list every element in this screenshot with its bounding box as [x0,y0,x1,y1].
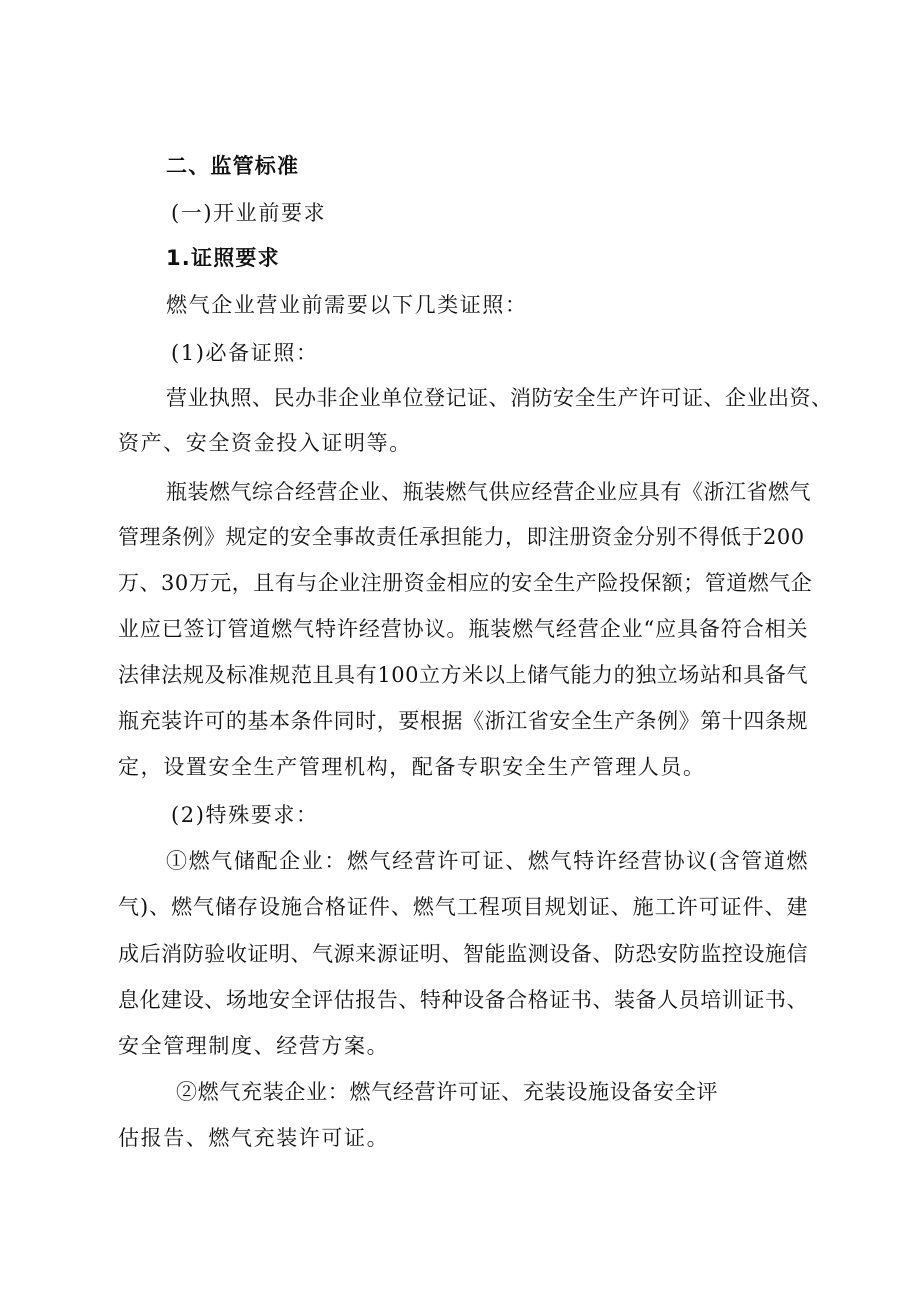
bottled-line-2: 管理条例》规定的安全事故责任承担能力，即注册资金分别不得低于200 [118,525,805,549]
bottled-line-5: 法律法规及标准规范且具有100立方米以上储气能力的独立场站和具备气 [118,663,808,687]
section-title: 二、监管标准 [166,154,300,178]
subsection-title: (一)开业前要求 [171,201,327,225]
license-line-2: 资产、安全资金投入证明等。 [118,431,412,455]
license-line-1: 营业执照、民办非企业单位登记证、消防安全生产许可证、企业出资、 [166,386,833,410]
bottled-line-3: 万、30万元，且有与企业注册资金相应的安全生产险投保额；管道燃气企 [118,571,813,595]
item-title-license: 1.证照要求 [166,246,280,270]
intro-paragraph: 燃气企业营业前需要以下几类证照： [166,293,528,317]
storage-line-4: 息化建设、场地安全评估报告、特种设备合格证书、装备人员培训证书、 [118,988,808,1012]
bottled-line-1: 瓶装燃气综合经营企业、瓶装燃气供应经营企业应具有《浙江省燃气 [166,480,811,504]
storage-line-2: 气)、燃气储存设施合格证件、燃气工程项目规划证、施工许可证件、建 [118,895,808,919]
filling-line-2: 估报告、燃气充装许可证。 [118,1126,390,1150]
storage-line-5: 安全管理制度、经营方案。 [118,1034,390,1058]
storage-line-3: 成后消防验收证明、气源来源证明、智能监测设备、防恐安防监控设施信 [118,942,808,966]
filling-line-1: ②燃气充装企业：燃气经营许可证、充装设施设备安全评 [176,1080,718,1104]
bottled-line-6: 瓶充装许可的基本条件同时，要根据《浙江省安全生产条例》第十四条规 [118,709,808,733]
bottled-line-4: 业应已签订管道燃气特许经营协议。瓶装燃气经营企业“应具备符合相关 [118,617,808,641]
bottled-line-7: 定，设置安全生产管理机构，配备专职安全生产管理人员。 [118,755,706,779]
subtitle-required-licenses: (1)必备证照： [171,341,319,365]
subtitle-special-requirements: (2)特殊要求： [171,803,319,827]
storage-line-1: ①燃气储配企业：燃气经营许可证、燃气特许经营协议(含管道燃 [166,849,808,873]
